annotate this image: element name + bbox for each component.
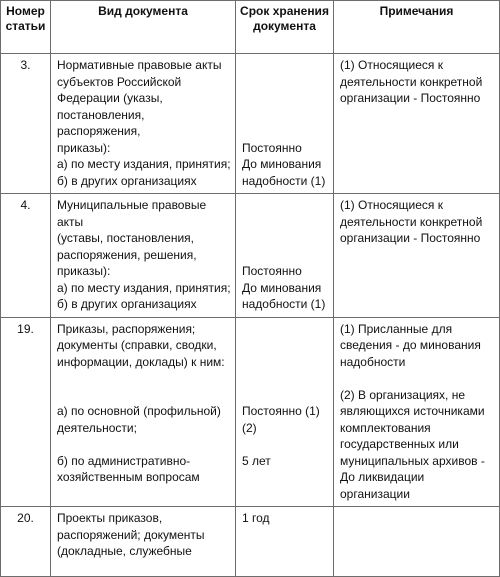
document-type-cell (51, 507, 236, 577)
document-line: Проекты приказов, (57, 511, 163, 525)
document-line: субъектов Российской (57, 74, 182, 89)
document-line: распоряжений; документы (57, 527, 205, 542)
note-line: (1) Присланные для (340, 321, 453, 336)
document-line: а) по основной (профильной) (57, 404, 221, 418)
document-line: деятельности; (57, 420, 137, 435)
note-line: организации - Постоянно (340, 91, 481, 105)
document-type-cell (51, 194, 236, 318)
note-line: деятельности конкретной (340, 214, 483, 229)
document-line: (докладные, служебные (57, 544, 192, 558)
article-number: 4. (1, 194, 51, 318)
note-line: организации - Постоянно (340, 231, 481, 245)
note-line: государственных или (340, 437, 459, 451)
document-line: хозяйственным вопросам (57, 470, 200, 484)
document-type-cell (51, 317, 236, 507)
article-number: 19. (1, 317, 51, 507)
retention-line: Постоянно (1) (242, 404, 320, 418)
table-row (1, 54, 500, 194)
notes-cell (334, 317, 500, 507)
retention-cell (236, 54, 334, 194)
note-line: сведения - до минования (340, 338, 481, 352)
header-row (1, 1, 500, 54)
retention-line: 1 год (242, 511, 270, 525)
note-line: (1) Относящиеся к (340, 58, 443, 72)
document-line: документы (справки, сводки, (57, 338, 217, 352)
document-type-cell (51, 54, 236, 194)
document-line: приказы): (57, 140, 111, 155)
note-line: комплектования (340, 420, 431, 435)
document-line: распоряжения, решения, (57, 247, 197, 262)
document-line: б) в других организациях (57, 173, 197, 188)
document-line: Нормативные правовые акты (57, 58, 222, 72)
header-number: Номер статьи (1, 1, 51, 54)
note-line: До ликвидации (340, 470, 425, 484)
note-line: деятельности конкретной (340, 74, 483, 89)
article-number: 3. (1, 54, 51, 194)
header-retention: Срок хранения документа (236, 1, 334, 54)
retention-line: надобности (1) (242, 173, 326, 188)
table-row (1, 317, 500, 507)
retention-line: Постоянно (242, 140, 302, 155)
notes-cell (334, 507, 500, 577)
document-line: а) по месту издания, принятия; (57, 280, 231, 295)
retention-cell (236, 317, 334, 507)
document-line: б) в других организациях (57, 297, 197, 311)
table-row (1, 507, 500, 577)
retention-cell (236, 507, 334, 577)
document-line: приказы): (57, 264, 111, 278)
notes-cell (334, 194, 500, 318)
document-line: Приказы, распоряжения; (57, 321, 196, 336)
retention-line: (2) (242, 420, 257, 435)
retention-line: До минования (242, 157, 322, 171)
note-line: (2) В организациях, не (340, 387, 466, 402)
retention-line: надобности (1) (242, 297, 326, 311)
note-line: (1) Относящиеся к (340, 198, 443, 212)
retention-line: 5 лет (242, 453, 271, 468)
document-line: информации, доклады) к ним: (57, 354, 225, 369)
note-line: являющихся источниками (340, 404, 485, 418)
document-line: (уставы, постановления, (57, 231, 195, 245)
document-line: постановления, распоряжения, (57, 107, 145, 138)
note-line: надобности (340, 354, 406, 369)
document-line: Муниципальные правовые акты (57, 198, 207, 229)
document-line: Федерации (указы, (57, 91, 163, 105)
notes-cell (334, 54, 500, 194)
retention-line: Постоянно (242, 264, 302, 278)
retention-cell (236, 194, 334, 318)
retention-line: До минования (242, 280, 322, 295)
document-line: б) по административно- (57, 453, 191, 468)
document-line: а) по месту издания, принятия; (57, 157, 231, 171)
note-line: муниципальных архивов - (340, 453, 485, 468)
article-number: 20. (1, 507, 51, 577)
note-line: организации (340, 486, 410, 501)
header-notes: Примечания (334, 1, 500, 54)
table-row (1, 194, 500, 318)
header-doc-type: Вид документа (51, 1, 236, 54)
